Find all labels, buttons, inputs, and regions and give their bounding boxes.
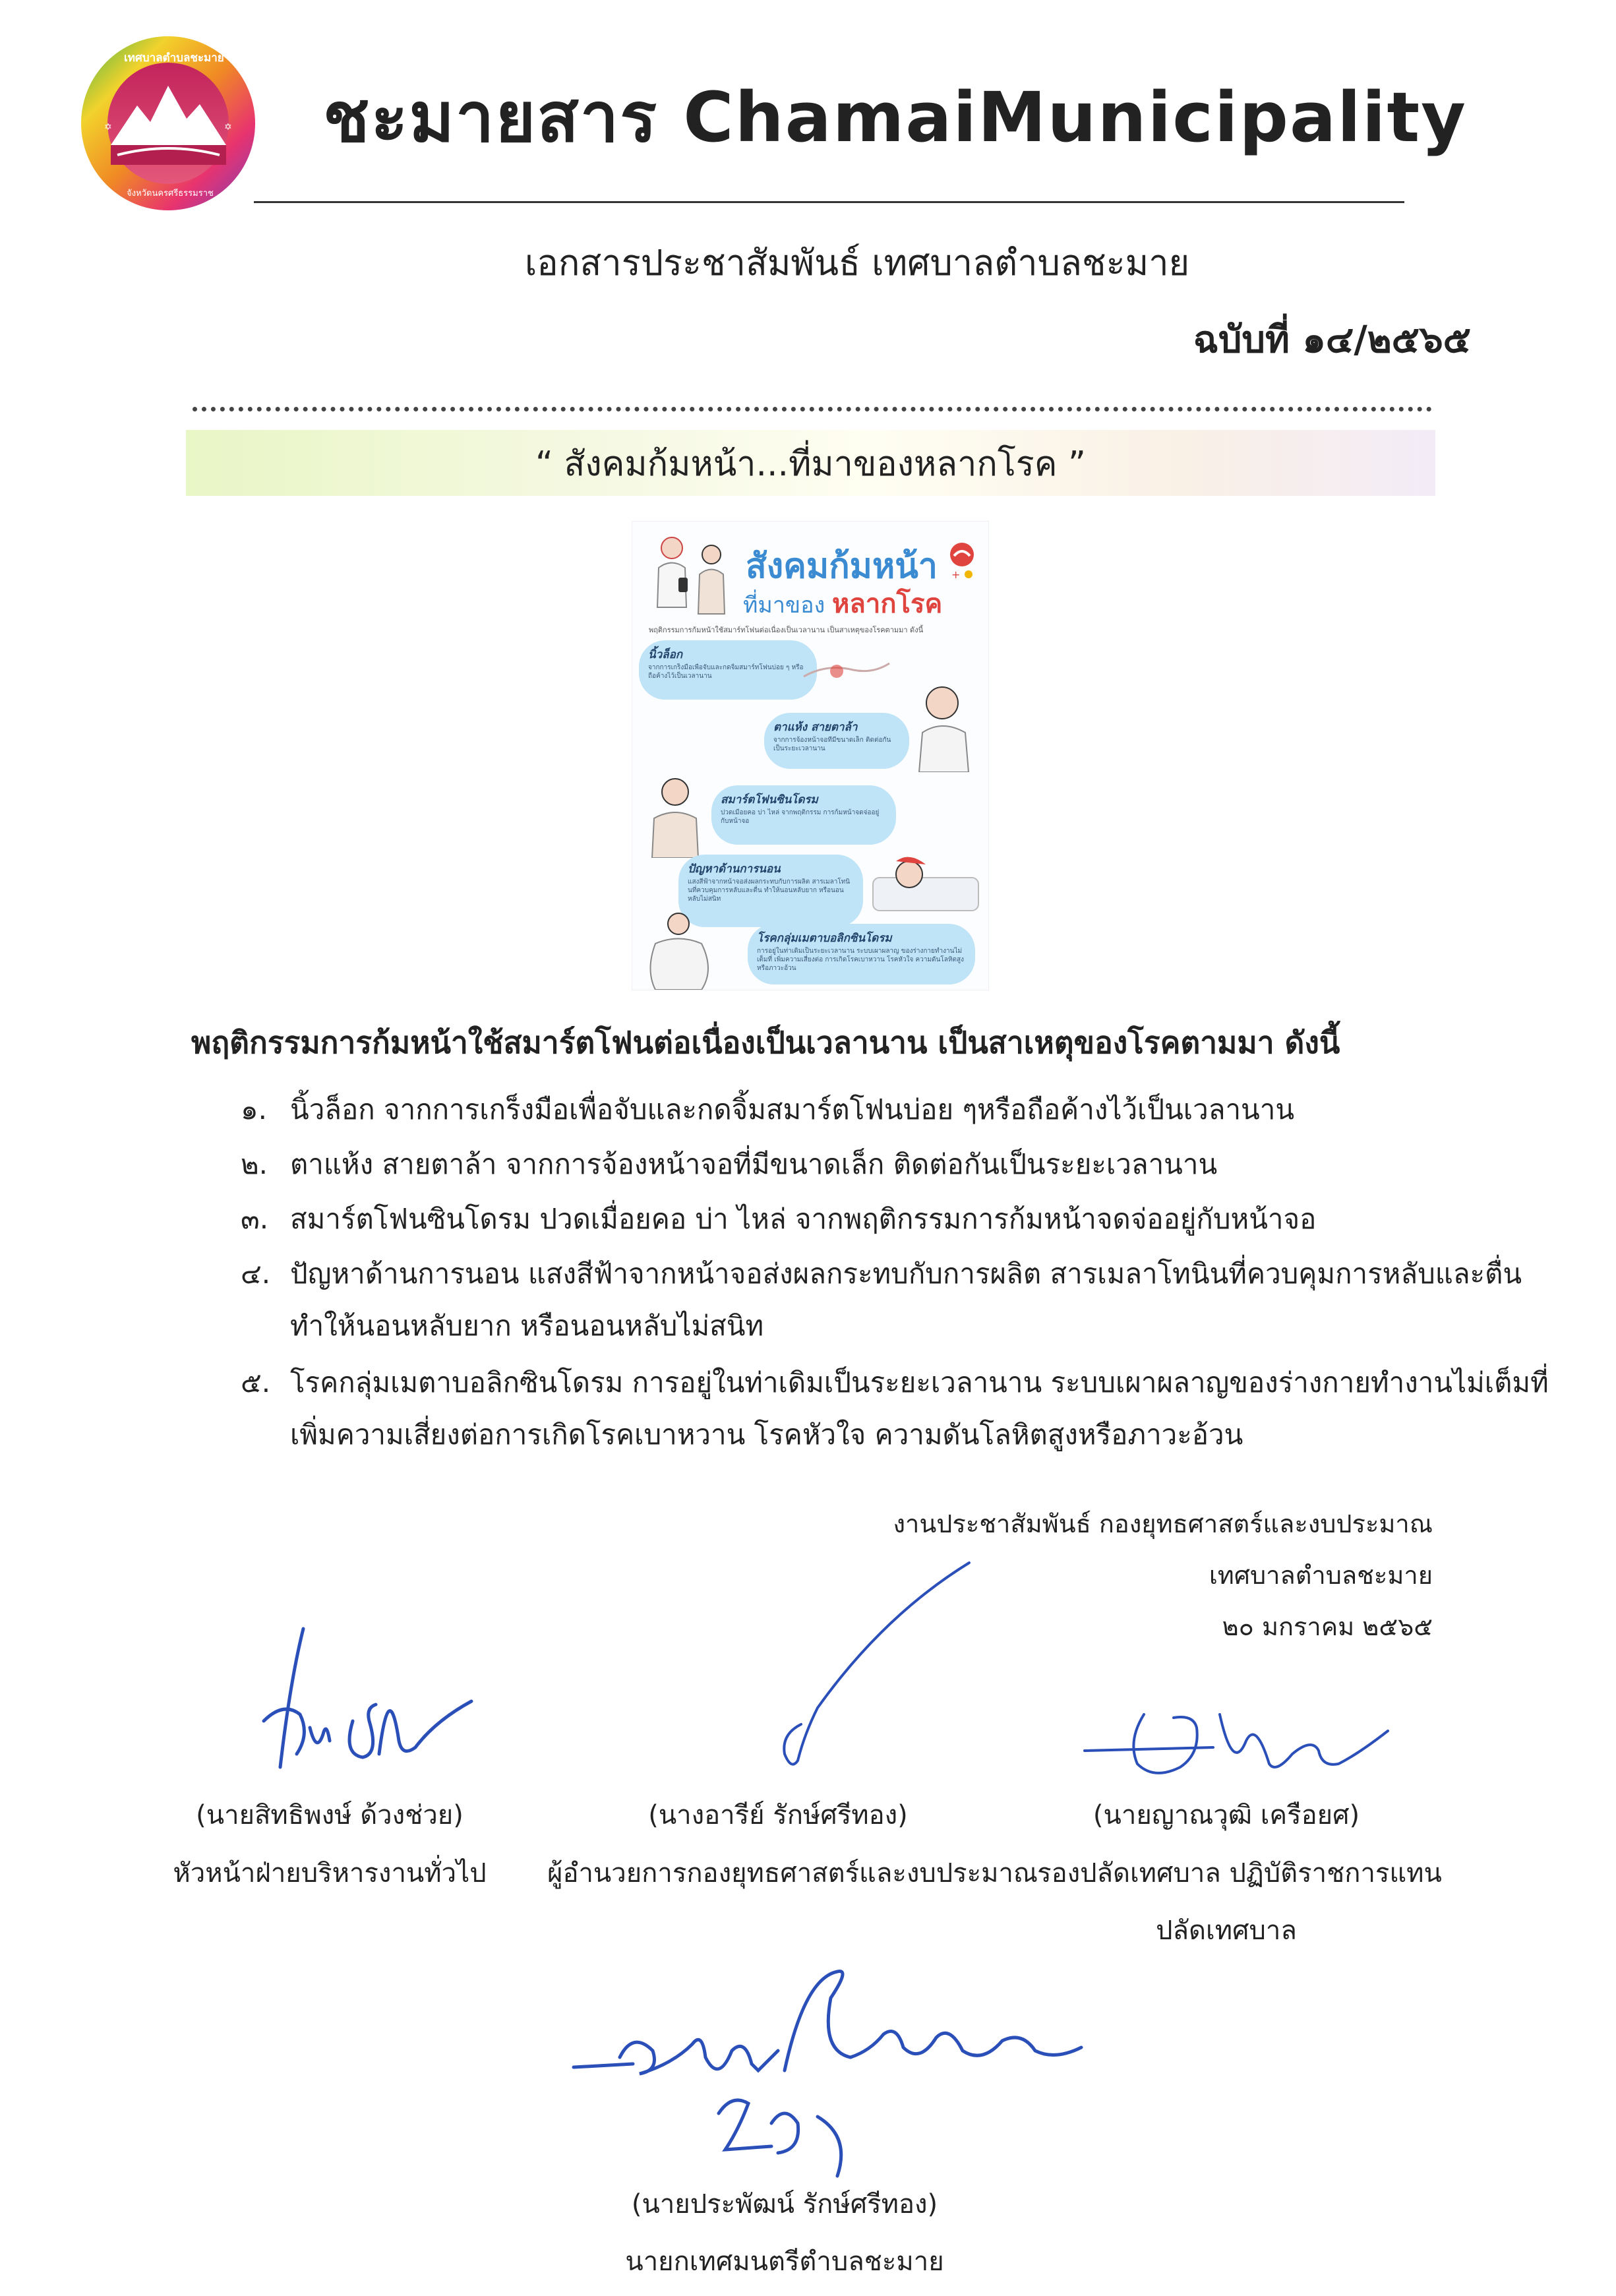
signatory-1-position: หัวหน้าฝ่ายบริหารงานทั่วไป [173,1858,487,1888]
infographic-description: พฤติกรรมการก้มหน้าใช้สมาร์ทโฟนต่อเนื่องเป็นเวลานาน เป็นสาเหตุของโรคตามมา ดังนี้ [649,626,924,634]
infographic-subtitle-prefix: ที่มาของ [743,592,825,619]
list-item [241,1361,1549,1405]
sleeping-illustration [870,838,982,917]
signature-3-graphic [1081,1701,1391,1787]
list-item [241,1143,1217,1186]
logo-bottom-text: จังหวัดนครศรีธรรมราช [127,189,214,198]
issue-number: ฉบับที่ ๑๔/๒๕๖๕ [1193,318,1471,361]
signatory-3-position: รองปลัดเทศบาล ปฏิบัติราชการแทน [1037,1858,1442,1888]
masthead-title: ชะมายสาร ChamaiMunicipality [323,77,1467,158]
infographic-bubble [764,713,909,769]
svg-text:✡: ✡ [104,122,112,133]
lead-sentence: พฤติกรรมการก้มหน้าใช้สมาร์ตโฟนต่อเนื่องเป็นเวลานาน เป็นสาเหตุของโรคตามมา ดังนี้ [191,1025,1340,1060]
signature-2-graphic [719,1556,982,1774]
signatory-2-position: ผู้อำนวยการกองยุทธศาสตร์และงบประมาณ [547,1858,1038,1888]
list-item-continuation: เพิ่มความเสี่ยงต่อการเกิดโรคเบาหวาน โรคหัวใจ ความดันโลหิตสูงหรือภาวะอ้วน [290,1418,1243,1451]
list-item-number: ๑. [241,1093,268,1126]
bubble-desc: จากการจ้องหน้าจอที่มีขนาดเล็ก ติดต่อกันเป็นระยะเวลานาน [773,737,891,752]
signatory-1-name: (นายสิทธิพงษ์ ด้วงช่วย) [196,1800,464,1830]
hand-illustration [800,650,893,690]
tired-eyes-illustration [909,673,982,772]
list-item-number: ๒. [241,1148,268,1180]
signature-4-graphic [560,1952,1154,2202]
list-item-number: ๕. [241,1366,271,1399]
svg-text:✡: ✡ [224,122,232,133]
brand-mark-icon [947,541,976,581]
signatory-4-position: นายกเทศมนตรีตำบลชะมาย [625,2247,944,2277]
infographic [632,521,989,990]
people-illustration [639,528,738,620]
infographic-subtitle-emphasis: หลากโรค [832,589,943,619]
list-item-number: ๔. [241,1257,271,1290]
belly-illustration [639,911,725,990]
bubble-title: ตาแห้ง สายตาล้า [773,721,858,734]
signatory-2-name: (นางอารีย์ รักษ์ศรีทอง) [648,1800,908,1830]
bubble-desc: ปวดเมื่อยคอ บ่า ไหล่ จากพฤติกรรม การก้มหน้าจดจ่ออยู่กับหน้าจอ [721,809,880,825]
list-item-text: ตาแห้ง สายตาล้า จากการจ้องหน้าจอที่มีขนาดเล็ก ติดต่อกันเป็นระยะเวลานาน [290,1148,1218,1180]
infographic-bubble [748,924,975,984]
signatory-3-name: (นายญาณวุฒิ เครือยศ) [1092,1800,1360,1830]
signatory-3-position-line2: ปลัดเทศบาล [1156,1916,1297,1946]
bubble-desc: แสงสีฟ้าจากหน้าจอส่งผลกระทบกับการผลิต สารเมลาโทนินที่ควบคุมการหลับและตื่น ทำให้นอนหลับยาก หรือนอนหลับไม่สนิท [688,878,851,903]
bubble-title: โรคกลุ่มเมตาบอลิกซินโดรม [757,932,892,945]
pr-document-line: เอกสารประชาสัมพันธ์ เทศบาลตำบลชะมาย [524,242,1190,284]
infographic-title: สังคมก้มหน้า [746,547,938,586]
bubble-title: ปัญหาด้านการนอน [688,862,781,876]
issue-date: ๒๐ มกราคม ๒๕๖๕ [1222,1612,1433,1641]
list-item-text: โรคกลุ่มเมตาบอลิกซินโดรม การอยู่ในท่าเดิมเป็นระยะเวลานาน ระบบเผาผลาญของร่างกายทำงานไม่เต็มที่ [290,1366,1549,1399]
list-item [241,1252,1522,1296]
bubble-desc: การอยู่ในท่าเดิมเป็นระยะเวลานาน ระบบเผาผลาญ ของร่างกายทำงานไม่เต็มที่ เพิ่มความเสี่ยงต่อ การเกิดโรคเบาหวาน โรคหัวใจ ความดันโลหิตสูง หรือภาวะอ้วน [757,948,964,972]
title-band [186,430,1435,496]
infographic-bubble [639,640,817,700]
header-rule [254,201,1404,203]
svg-text:+: + [951,568,961,581]
list-item [241,1088,1294,1132]
signature-1-graphic [237,1622,475,1780]
list-item [241,1197,1316,1241]
infographic-bubble [711,785,896,845]
bubble-title: สมาร์ตโฟนซินโดรม [721,793,818,806]
infographic-subtitle [743,582,942,624]
municipality-logo [78,33,259,214]
signatory-4-name: (นายประพัฒน์ รักษ์ศรีทอง) [631,2189,938,2220]
logo-top-text: เทศบาลตำบลชะมาย [124,51,224,65]
neck-pain-illustration [642,772,708,858]
list-item-text: สมาร์ตโฟนซินโดรม ปวดเมื่อยคอ บ่า ไหล่ จากพฤติกรรมการก้มหน้าจดจ่ออยู่กับหน้าจอ [290,1203,1317,1235]
bubble-desc: จากการเกร็งมือเพื่อจับและกดจิ้มสมาร์ทโฟนบ่อย ๆ หรือถือค้างไว้เป็นเวลานาน [648,664,804,680]
issuer-organization: เทศบาลตำบลชะมาย [1209,1561,1433,1590]
dotted-divider [193,407,1432,411]
bubble-title: นิ้วล็อก [648,648,683,661]
list-item-number: ๓. [241,1203,269,1235]
announcement-title: “ สังคมก้มหน้า...ที่มาของหลากโรค ” [535,444,1086,484]
list-item-continuation: ทำให้นอนหลับยาก หรือนอนหลับไม่สนิท [290,1310,764,1342]
issuer-unit: งานประชาสัมพันธ์ กองยุทธศาสตร์และงบประมาณ [893,1509,1433,1538]
list-item-text: นิ้วล็อก จากการเกร็งมือเพื่อจับและกดจิ้มสมาร์ตโฟนบ่อย ๆหรือถือค้างไว้เป็นเวลานาน [290,1093,1295,1126]
list-item-text: ปัญหาด้านการนอน แสงสีฟ้าจากหน้าจอส่งผลกระทบกับการผลิต สารเมลาโทนินที่ควบคุมการหลับและตื่น [290,1257,1522,1290]
